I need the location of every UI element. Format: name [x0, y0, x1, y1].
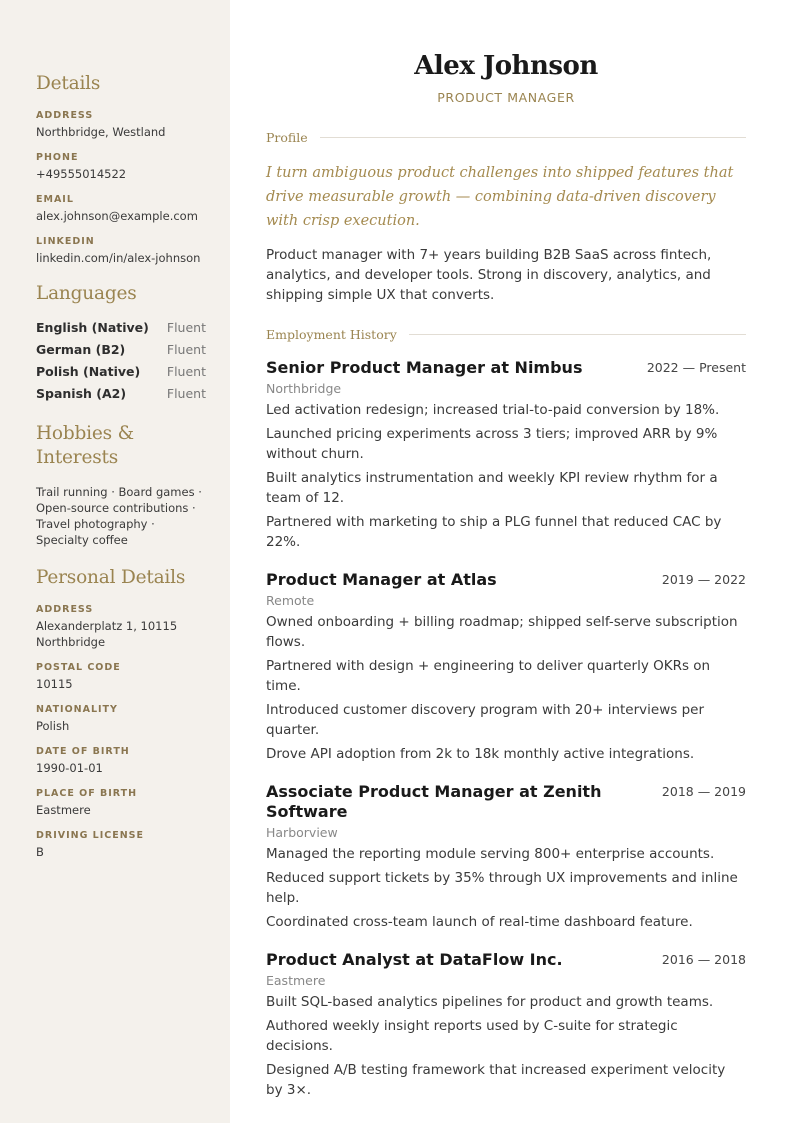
candidate-name: Alex Johnson — [414, 51, 598, 81]
hobbies-heading: Hobbies & Interests — [36, 423, 134, 468]
job-dates: 2016 — 2018 — [661, 952, 746, 967]
date-of-birth-label: DATE OF BIRTH — [36, 746, 130, 757]
job-header — [266, 358, 746, 378]
job-entry — [266, 782, 746, 932]
job-bullet: Partnered with marketing to ship a PLG funnel that reduced CAC by 22%. — [266, 514, 722, 550]
language-level: Fluent — [166, 364, 206, 379]
job-bullet: Authored weekly insight reports used by C-suite for strategic decisions. — [266, 1018, 678, 1054]
personal-details-section — [36, 604, 208, 860]
job-bullets — [266, 992, 746, 1100]
sidebar-content — [36, 72, 208, 872]
job-location: Northbridge — [266, 381, 342, 396]
email-value[interactable]: alex.johnson@example.com — [36, 209, 198, 223]
job-bullet: Drove API adoption from 2k to 18k monthly active integrations. — [266, 746, 695, 762]
address-value: Northbridge, Westland — [36, 125, 166, 139]
details-section — [36, 110, 208, 266]
job-bullets — [266, 400, 746, 552]
job-title: Product Manager at Atlas — [266, 570, 497, 589]
job-bullet: Partnered with design + engineering to deliver quarterly OKRs on time. — [266, 658, 711, 694]
job-dates: 2019 — 2022 — [661, 572, 746, 587]
job-title: Product Analyst at DataFlow Inc. — [266, 950, 563, 969]
job-dates: 2018 — 2019 — [661, 784, 746, 799]
languages-heading: Languages — [36, 283, 137, 304]
job-bullet: Designed A/B testing framework that increased experiment velocity by 3×. — [266, 1062, 726, 1098]
profile-heading: Profile — [266, 130, 308, 145]
job-role: PRODUCT MANAGER — [437, 90, 575, 105]
language-item — [36, 364, 208, 380]
personal-address-value: Alexanderplatz 1, 10115 Northbridge — [36, 619, 178, 649]
language-name: German (B2) — [36, 342, 126, 357]
job-bullet: Led activation redesign; increased trial-to-paid conversion by 18%. — [266, 402, 720, 418]
job-location: Harborview — [266, 825, 338, 840]
job-bullet: Coordinated cross-team launch of real-time dashboard feature. — [266, 914, 693, 930]
job-entry — [266, 358, 746, 552]
personal-address-label: ADDRESS — [36, 604, 94, 615]
job-bullet: Reduced support tickets by 35% through UX improvements and inline help. — [266, 870, 738, 906]
job-bullets — [266, 612, 746, 764]
job-header — [266, 950, 746, 970]
driving-license-label: DRIVING LICENSE — [36, 830, 145, 841]
language-level: Fluent — [166, 386, 206, 401]
job-bullets — [266, 844, 746, 932]
date-of-birth-value: 1990-01-01 — [36, 761, 103, 775]
postal-code-value: 10115 — [36, 677, 73, 691]
employment-heading: Employment History — [266, 327, 397, 342]
employment-heading-row — [266, 327, 746, 342]
job-bullet: Owned onboarding + billing roadmap; shipped self-serve subscription flows. — [266, 614, 738, 650]
language-item — [36, 342, 208, 358]
job-bullet: Built analytics instrumentation and weekly KPI review rhythm for a team of 12. — [266, 470, 718, 506]
sidebar — [0, 0, 230, 1123]
languages-list — [36, 320, 208, 402]
profile-heading-row — [266, 130, 746, 145]
job-bullet: Introduced customer discovery program with 20+ interviews per quarter. — [266, 702, 705, 738]
phone-value[interactable]: +49555014522 — [36, 167, 127, 181]
job-location: Eastmere — [266, 973, 326, 988]
address-label: ADDRESS — [36, 110, 94, 121]
language-level: Fluent — [166, 320, 206, 335]
job-entry — [266, 570, 746, 764]
job-bullet: Managed the reporting module serving 800+ enterprise accounts. — [266, 846, 715, 862]
linkedin-label: LINKEDIN — [36, 236, 95, 247]
job-header — [266, 782, 746, 822]
job-location: Remote — [266, 593, 315, 608]
details-heading: Details — [36, 73, 101, 94]
place-of-birth-label: PLACE OF BIRTH — [36, 788, 138, 799]
language-item — [36, 320, 208, 336]
job-bullet: Launched pricing experiments across 3 tiers; improved ARR by 9% without churn. — [266, 426, 718, 462]
linkedin-link[interactable]: linkedin.com/in/alex-johnson — [36, 251, 201, 265]
phone-label: PHONE — [36, 152, 79, 163]
language-name: Polish (Native) — [36, 364, 141, 379]
language-item — [36, 386, 208, 402]
job-dates: 2022 — Present — [646, 360, 746, 375]
personal-details-heading: Personal Details — [36, 567, 186, 588]
hobbies-text: Trail running · Board games · Open-source contributions · Travel photography · Specialty coffee — [36, 485, 202, 547]
job-header — [266, 570, 746, 590]
nationality-value: Polish — [36, 719, 70, 733]
email-label: EMAIL — [36, 194, 74, 205]
driving-license-value: B — [36, 845, 44, 859]
job-entry — [266, 950, 746, 1100]
job-title: Associate Product Manager at Zenith Software — [266, 782, 602, 821]
job-title: Senior Product Manager at Nimbus — [266, 358, 583, 377]
section-divider — [409, 334, 746, 335]
main-content — [266, 44, 746, 1118]
place-of-birth-value: Eastmere — [36, 803, 91, 817]
postal-code-label: POSTAL CODE — [36, 662, 121, 673]
language-name: English (Native) — [36, 320, 149, 335]
profile-summary: I turn ambiguous product challenges into shipped features that drive measurable growth — combining data-driven discovery with crisp execution. — [266, 165, 734, 229]
nationality-label: NATIONALITY — [36, 704, 118, 715]
job-bullet: Built SQL-based analytics pipelines for product and growth teams. — [266, 994, 714, 1010]
language-level: Fluent — [166, 342, 206, 357]
section-divider — [320, 137, 746, 138]
profile-text: Product manager with 7+ years building B2B SaaS across fintech, analytics, and developer tools. Strong in discovery, analytics, and shipping simple UX that converts. — [266, 247, 712, 303]
language-name: Spanish (A2) — [36, 386, 127, 401]
